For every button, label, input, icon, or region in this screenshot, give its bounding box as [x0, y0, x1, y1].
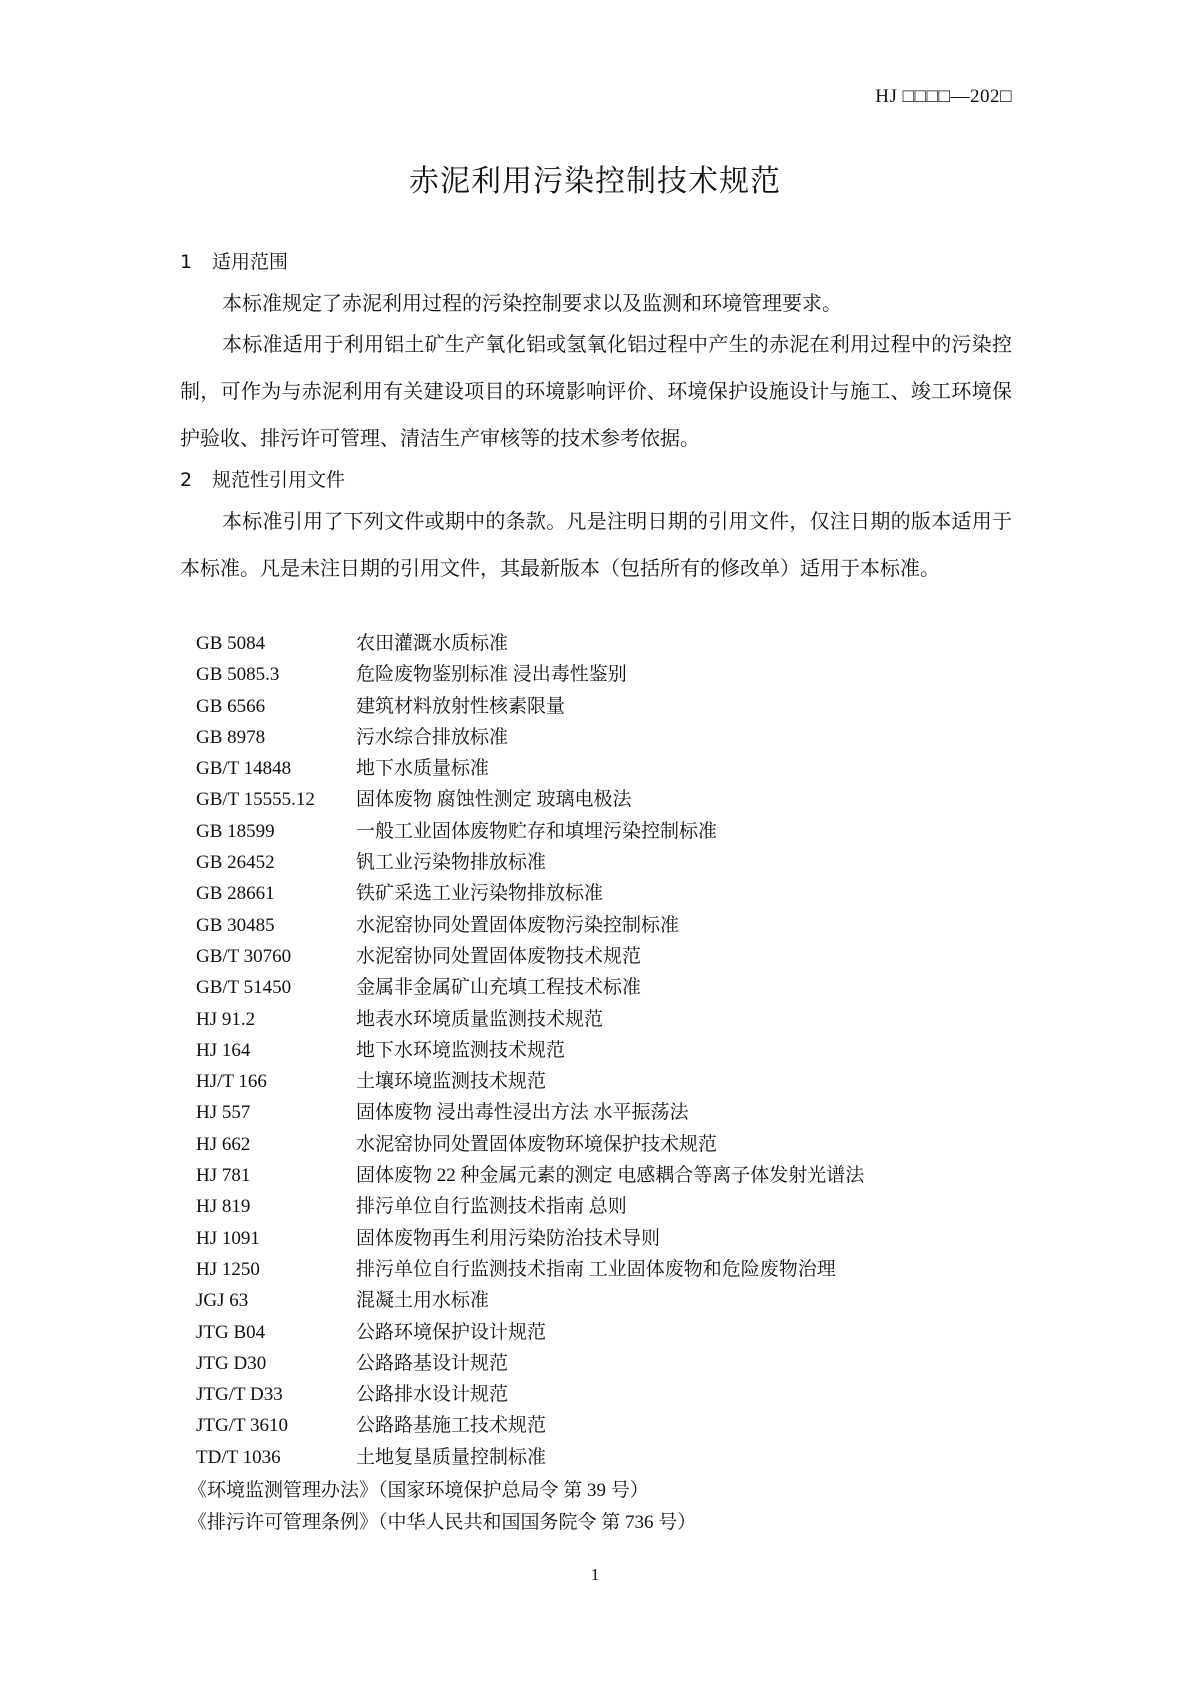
- reference-item: [196, 659, 864, 690]
- reference-title: 水泥窑协同处置固体废物技术规范: [356, 945, 642, 967]
- reference-item: [196, 1348, 864, 1379]
- reference-title: 地表水环境质量监测技术规范: [356, 1008, 604, 1030]
- document-title: 赤泥利用污染控制技术规范: [409, 164, 781, 199]
- reference-title: 公路环境保护设计规范: [356, 1321, 547, 1343]
- section-title: 规范性引用文件: [212, 469, 346, 491]
- reference-item: [196, 878, 864, 909]
- reference-code: JTG/T D33: [196, 1384, 283, 1406]
- reference-code: HJ 164: [196, 1039, 251, 1061]
- reference-item: [196, 1066, 864, 1097]
- reference-code: GB 5085.3: [196, 664, 280, 686]
- reference-code: GB 30485: [196, 914, 275, 936]
- reference-item: [196, 784, 864, 815]
- reference-code: JTG B04: [196, 1321, 266, 1343]
- reference-title: 固体废物 22 种金属元素的测定 电感耦合等离子体发射光谱法: [356, 1165, 865, 1187]
- reference-code: HJ 819: [196, 1196, 251, 1218]
- reference-item: [196, 691, 864, 722]
- reference-item: [196, 1097, 864, 1128]
- reference-title: 土地复垦质量控制标准: [356, 1446, 547, 1468]
- reference-code: HJ 781: [196, 1165, 251, 1187]
- paragraph: 本标准适用于利用铝土矿生产氧化铝或氢氧化铝过程中产生的赤泥在利用过程中的污染控制，可作为与赤泥利用有关建设项目的环境影响评价、环境保护设施设计与施工、竣工环境保护验收、排污许可管理、清洁生产审核等的技术参考依据。: [180, 334, 1012, 450]
- reference-item: [196, 972, 864, 1003]
- section-number: 2: [180, 469, 193, 491]
- regulation-reference: 《环境监测管理办法》（国家环境保护总局令 第 39 号）: [188, 1480, 649, 1501]
- reference-item: [196, 1223, 864, 1254]
- reference-title: 水泥窑协同处置固体废物环境保护技术规范: [356, 1133, 718, 1155]
- document-code: HJ □□□□—202□: [875, 86, 1012, 107]
- paragraph: 本标准规定了赤泥利用过程的污染控制要求以及监测和环境管理要求。: [222, 293, 842, 315]
- reference-title: 固体废物再生利用污染防治技术导则: [356, 1227, 661, 1249]
- regulation-reference: 《排污许可管理条例》（中华人民共和国国务院令 第 736 号）: [188, 1512, 697, 1533]
- reference-title: 钒工业污染物排放标准: [356, 852, 547, 874]
- section-heading-normative-references: [180, 465, 345, 492]
- section-title: 适用范围: [212, 251, 289, 273]
- reference-title: 水泥窑协同处置固体废物污染控制标准: [356, 914, 680, 936]
- reference-title: 农田灌溉水质标准: [356, 633, 509, 654]
- section-heading-scope: [180, 247, 288, 274]
- reference-item: [196, 753, 864, 784]
- reference-item: [196, 816, 864, 847]
- reference-title: 固体废物 浸出毒性浸出方法 水平振荡法: [356, 1102, 689, 1124]
- reference-list: [196, 628, 864, 1473]
- reference-code: HJ 1250: [196, 1258, 260, 1280]
- reference-title: 地下水质量标准: [356, 758, 490, 780]
- reference-item: [196, 1442, 864, 1473]
- reference-code: HJ 91.2: [196, 1008, 256, 1030]
- reference-code: JTG D30: [196, 1352, 267, 1374]
- reference-title: 排污单位自行监测技术指南 总则: [356, 1196, 627, 1218]
- reference-code: HJ/T 166: [196, 1071, 267, 1093]
- reference-code: TD/T 1036: [196, 1446, 281, 1468]
- reference-item: [196, 1410, 864, 1441]
- reference-title: 混凝土用水标准: [356, 1290, 490, 1312]
- reference-title: 排污单位自行监测技术指南 工业固体废物和危险废物治理: [356, 1258, 836, 1280]
- reference-item: [196, 1379, 864, 1410]
- reference-title: 危险废物鉴别标准 浸出毒性鉴别: [356, 664, 627, 686]
- reference-title: 污水综合排放标准: [356, 726, 509, 748]
- reference-code: HJ 557: [196, 1102, 251, 1124]
- reference-item: [196, 941, 864, 972]
- reference-code: HJ 1091: [196, 1227, 260, 1249]
- reference-code: GB 5084: [196, 633, 266, 654]
- reference-item: [196, 1160, 864, 1191]
- reference-code: GB/T 51450: [196, 977, 292, 999]
- reference-title: 铁矿采选工业污染物排放标准: [356, 883, 604, 905]
- reference-title: 公路排水设计规范: [356, 1384, 509, 1406]
- reference-item: [196, 628, 864, 659]
- paragraph: 本标准引用了下列文件或期中的条款。凡是注明日期的引用文件，仅注日期的版本适用于本标准。凡是未注日期的引用文件，其最新版本（包括所有的修改单）适用于本标准。: [180, 511, 1012, 580]
- reference-title: 公路路基施工技术规范: [356, 1415, 547, 1437]
- reference-item: [196, 1254, 864, 1285]
- reference-code: GB 26452: [196, 852, 275, 874]
- reference-item: [196, 1129, 864, 1160]
- reference-item: [196, 910, 864, 941]
- reference-item: [196, 1191, 864, 1222]
- reference-code: GB 28661: [196, 883, 275, 905]
- reference-item: [196, 722, 864, 753]
- reference-item: [196, 847, 864, 878]
- reference-code: HJ 662: [196, 1133, 251, 1155]
- reference-code: GB/T 30760: [196, 945, 292, 967]
- reference-code: JGJ 63: [196, 1290, 249, 1312]
- reference-code: GB 18599: [196, 820, 275, 842]
- reference-title: 地下水环境监测技术规范: [356, 1039, 566, 1061]
- reference-title: 公路路基设计规范: [356, 1352, 509, 1374]
- reference-title: 建筑材料放射性核素限量: [356, 695, 566, 717]
- page-number: 1: [590, 1565, 600, 1584]
- reference-title: 金属非金属矿山充填工程技术标准: [356, 977, 642, 999]
- reference-item: [196, 1285, 864, 1316]
- reference-item: [196, 1035, 864, 1066]
- reference-code: GB/T 14848: [196, 758, 292, 780]
- reference-code: GB 6566: [196, 695, 266, 717]
- reference-item: [196, 1317, 864, 1348]
- reference-title: 土壤环境监测技术规范: [356, 1071, 547, 1093]
- section-number: 1: [180, 251, 193, 273]
- reference-title: 固体废物 腐蚀性测定 玻璃电极法: [356, 789, 632, 811]
- reference-item: [196, 1004, 864, 1035]
- reference-code: GB 8978: [196, 726, 266, 748]
- reference-code: JTG/T 3610: [196, 1415, 289, 1437]
- reference-code: GB/T 15555.12: [196, 789, 315, 811]
- reference-title: 一般工业固体废物贮存和填埋污染控制标准: [356, 820, 718, 842]
